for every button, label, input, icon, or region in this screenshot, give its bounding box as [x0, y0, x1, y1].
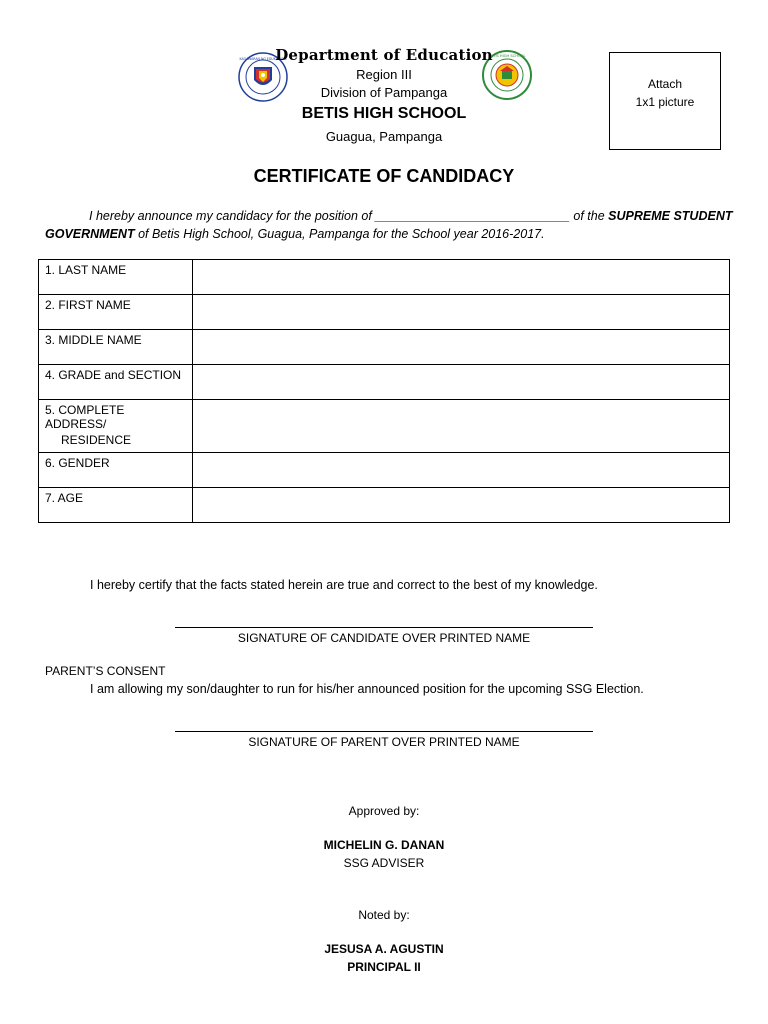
last-name-field[interactable]	[193, 260, 730, 295]
field-label: 1. LAST NAME	[39, 260, 193, 295]
school-location: Guagua, Pampanga	[325, 129, 443, 144]
region-label: Region III	[356, 67, 412, 82]
photo-box-line1: Attach	[647, 77, 683, 91]
field-label: 7. AGE	[39, 488, 193, 523]
announcement-text-1: I hereby announce my candidacy for the position of ____________________________ of the	[89, 209, 609, 223]
photo-attach-box[interactable]	[609, 52, 721, 150]
parents-consent-heading: PARENT’S CONSENT	[45, 664, 166, 678]
svg-text:BETIS HIGH SCHOOL: BETIS HIGH SCHOOL	[488, 54, 526, 58]
field-label: 6. GENDER	[39, 453, 193, 488]
noted-by-label: Noted by:	[358, 908, 410, 922]
announcement-ssg: SUPREME STUDENT GOVERNMENT	[45, 209, 733, 241]
field-label: 3. MIDDLE NAME	[39, 330, 193, 365]
age-field[interactable]	[193, 488, 730, 523]
table-row	[39, 365, 730, 400]
table-row	[39, 330, 730, 365]
candidate-info-table	[38, 259, 730, 523]
adviser-title: SSG ADVISER	[343, 856, 425, 870]
first-name-field[interactable]	[193, 295, 730, 330]
photo-box-line2: 1x1 picture	[635, 95, 695, 109]
approved-by-label: Approved by:	[348, 804, 420, 818]
school-name: BETIS HIGH SCHOOL	[301, 105, 467, 122]
table-row	[39, 488, 730, 523]
address-field[interactable]	[193, 400, 730, 453]
page-title: CERTIFICATE OF CANDIDACY	[253, 166, 515, 186]
middle-name-field[interactable]	[193, 330, 730, 365]
svg-text:KAGAWARAN NG EDUKASYON: KAGAWARAN NG EDUKASYON	[239, 57, 287, 61]
table-row	[39, 400, 730, 453]
grade-section-field[interactable]	[193, 365, 730, 400]
field-label: 2. FIRST NAME	[39, 295, 193, 330]
table-row	[39, 295, 730, 330]
field-label-address	[39, 400, 193, 453]
candidate-signature-label: SIGNATURE OF CANDIDATE OVER PRINTED NAME	[237, 631, 531, 645]
principal-name: JESUSA A. AGUSTIN	[324, 942, 444, 956]
table-row	[39, 260, 730, 295]
parents-consent-text: I am allowing my son/daughter to run for his/her announced position for the upcoming SSG Election.	[90, 682, 644, 696]
announcement-paragraph	[45, 207, 735, 243]
gender-field[interactable]	[193, 453, 730, 488]
field-label: 4. GRADE and SECTION	[39, 365, 193, 400]
table-row	[39, 453, 730, 488]
adviser-name: MICHELIN G. DANAN	[323, 838, 445, 852]
parent-signature-label: SIGNATURE OF PARENT OVER PRINTED NAME	[248, 735, 520, 749]
parent-signature-line[interactable]	[175, 731, 593, 732]
announcement-text-2: of Betis High School, Guagua, Pampanga for the School year 2016-2017.	[134, 227, 545, 241]
principal-title: PRINCIPAL II	[347, 960, 421, 974]
certification-statement: I hereby certify that the facts stated herein are true and correct to the best of my knowledge.	[90, 578, 598, 592]
field-label: 5. COMPLETE ADDRESS/	[45, 403, 125, 431]
department-name: Department of Education	[275, 46, 493, 64]
field-label-continuation: RESIDENCE	[61, 433, 132, 447]
division-label: Division of Pampanga	[320, 85, 448, 100]
candidate-signature-line[interactable]	[175, 627, 593, 628]
